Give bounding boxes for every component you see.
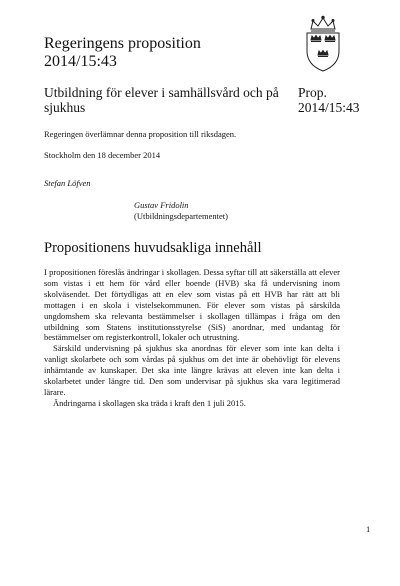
proposition-subject-line-2: sjukhus [44, 100, 86, 115]
proposition-subject [44, 85, 284, 115]
intro-text: Regeringen överlämnar denna proposition till riksdagen. [44, 129, 237, 139]
signer-department: (Utbildningsdepartementet) [134, 211, 228, 221]
prop-number: 2014/15:43 [298, 100, 360, 115]
section-heading: Propositionens huvudsakliga innehåll [44, 240, 262, 256]
three-crowns-coat-of-arms-icon [297, 15, 349, 73]
proposition-subject-line-1: Utbildning för elever i samhällsvård och på [44, 85, 279, 100]
proposition-title-line-1: Regeringens proposition [44, 35, 201, 52]
summary-paragraph: Ändringarna i skollagen ska träda i kraft den 1 juli 2015. [53, 397, 246, 408]
summary-body [44, 267, 340, 409]
proposition-title-line-2: 2014/15:43 [44, 53, 117, 70]
place-date: Stockholm den 18 december 2014 [44, 150, 161, 160]
summary-paragraph: I propositionen föreslås ändringar i skollagen. Dessa syftar till att säkerställa att elever som vistas i ett hem för vård eller boende (HVB) ska få undervisning inom skolväsendet. Det förtydligas att en elev som vistas på ett HVB har rätt att bli mottagen i en skola i vistelsekommunen. För elever som vistas på särskilda ungdomshem ska relevanta bestämmelser i skollagen tillämpas i fråga om den utbildning som Statens institutionsstyrelse (SiS) anordnar, med undantag för bestämmelser om registerkontroll, lokaler och utrustning. [44, 267, 340, 343]
signer-prime-minister: Stefan Löfven [44, 178, 91, 188]
signer-minister: Gustav Fridolin [134, 200, 189, 210]
summary-paragraph: Särskild undervisning på sjukhus ska anordnas för elever som inte kan delta i vanligt skolarbete och som vårdas på sjukhus om det inte är obehövligt för elevens inhämtande av kunskaper. Det ska inte längre krävas att eleven inte kan delta i skolarbetet under längre tid. Den som undervisar på sjukhus ska vara legitimerad lärare. [44, 343, 340, 397]
proposition-title [44, 35, 201, 71]
prop-label: Prop. [298, 85, 327, 100]
page-number: 1 [366, 524, 371, 534]
